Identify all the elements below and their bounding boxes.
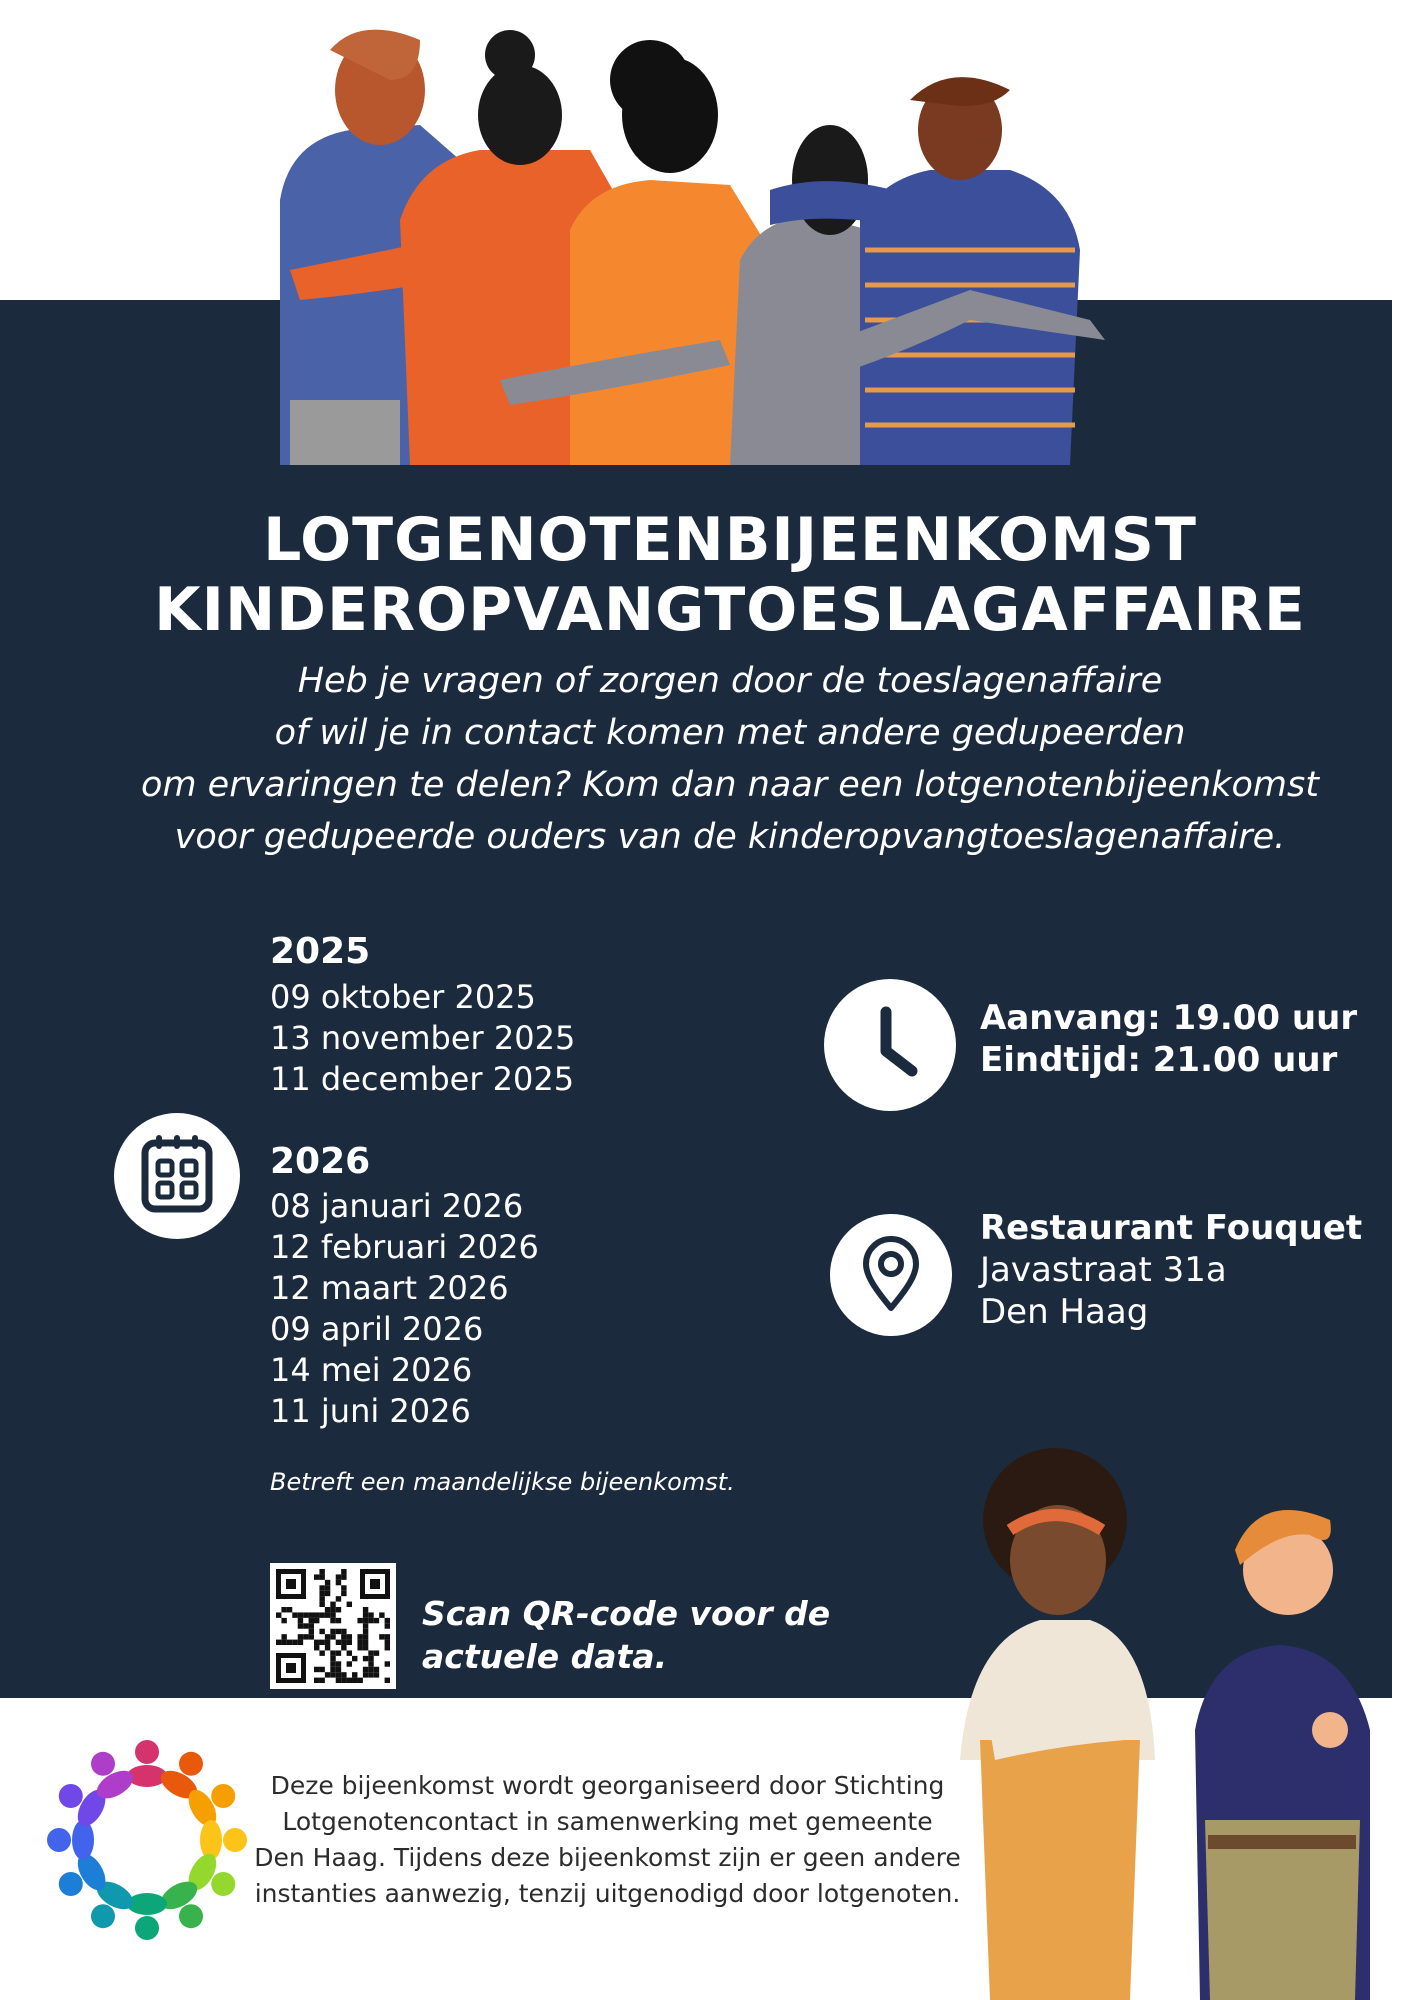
- scan-line-1: Scan QR-code voor de: [422, 1594, 831, 1633]
- location-pin-icon: [830, 1214, 952, 1336]
- date-item: 09 april 2026: [270, 1310, 484, 1348]
- start-time: Aanvang: 19.00 uur: [980, 998, 1358, 1038]
- intro-line-4: voor gedupeerde ouders van de kinderopvangtoeslagenaffaire.: [174, 817, 1286, 857]
- title-line-2: KINDEROPVANGTOESLAGAFFAIRE: [154, 575, 1306, 645]
- time-info: [980, 997, 1357, 1081]
- venue-street: Javastraat 31a: [980, 1250, 1227, 1290]
- date-item: 12 maart 2026: [270, 1269, 509, 1307]
- footer-text: [250, 1768, 965, 1912]
- date-item: 14 mei 2026: [270, 1351, 473, 1389]
- intro-line-3: om ervaringen te delen? Kom dan naar een lotgenotenbijeenkomst: [141, 765, 1319, 805]
- footer-line-2: Lotgenotencontact in samenwerking met gemeente: [282, 1807, 933, 1836]
- location-info: [980, 1207, 1362, 1333]
- date-item: 13 november 2025: [270, 1019, 576, 1057]
- community-circle-logo: [45, 1738, 250, 1943]
- title-line-1: LOTGENOTENBIJEENKOMST: [263, 505, 1197, 575]
- footer-line-1: Deze bijeenkomst wordt georganiseerd door Stichting: [270, 1771, 945, 1800]
- scan-line-2: actuele data.: [422, 1637, 668, 1676]
- location-icon-badge: [830, 1214, 952, 1336]
- intro-line-2: of wil je in contact komen met andere gedupeerden: [274, 713, 1186, 753]
- qr-code[interactable]: [270, 1563, 396, 1689]
- monthly-note: Betreft een maandelijkse bijeenkomst.: [270, 1468, 735, 1496]
- year-2026-heading: 2026: [270, 1141, 371, 1182]
- footer-line-4: instanties aanwezig, tenzij uitgenodigd door lotgenoten.: [254, 1879, 961, 1908]
- intro-paragraph: [120, 655, 1340, 863]
- date-item: 11 december 2025: [270, 1060, 575, 1098]
- end-time: Eindtijd: 21.00 uur: [980, 1040, 1338, 1080]
- scan-qr-text: [422, 1592, 830, 1678]
- year-2025-heading: 2025: [270, 931, 371, 972]
- qr-code-icon: [270, 1563, 396, 1689]
- group-hug-illustration: [270, 20, 1150, 465]
- venue-name: Restaurant Fouquet: [980, 1208, 1363, 1248]
- intro-line-1: Heb je vragen of zorgen door de toeslagenaffaire: [297, 661, 1163, 701]
- dates-2025-list: [270, 977, 575, 1100]
- clock-icon: [824, 979, 956, 1111]
- date-item: 11 juni 2026: [270, 1392, 471, 1430]
- date-item: 08 januari 2026: [270, 1187, 524, 1225]
- clock-icon-badge: [824, 979, 956, 1111]
- date-item: 12 februari 2026: [270, 1228, 539, 1266]
- calendar-icon-badge: [114, 1113, 240, 1239]
- calendar-icon: [114, 1113, 240, 1239]
- date-item: 09 oktober 2025: [270, 978, 536, 1016]
- dates-2026-list: [270, 1186, 539, 1432]
- venue-city: Den Haag: [980, 1292, 1149, 1332]
- two-people-illustration: [950, 1440, 1390, 2000]
- footer-line-3: Den Haag. Tijdens deze bijeenkomst zijn er geen andere: [254, 1843, 961, 1872]
